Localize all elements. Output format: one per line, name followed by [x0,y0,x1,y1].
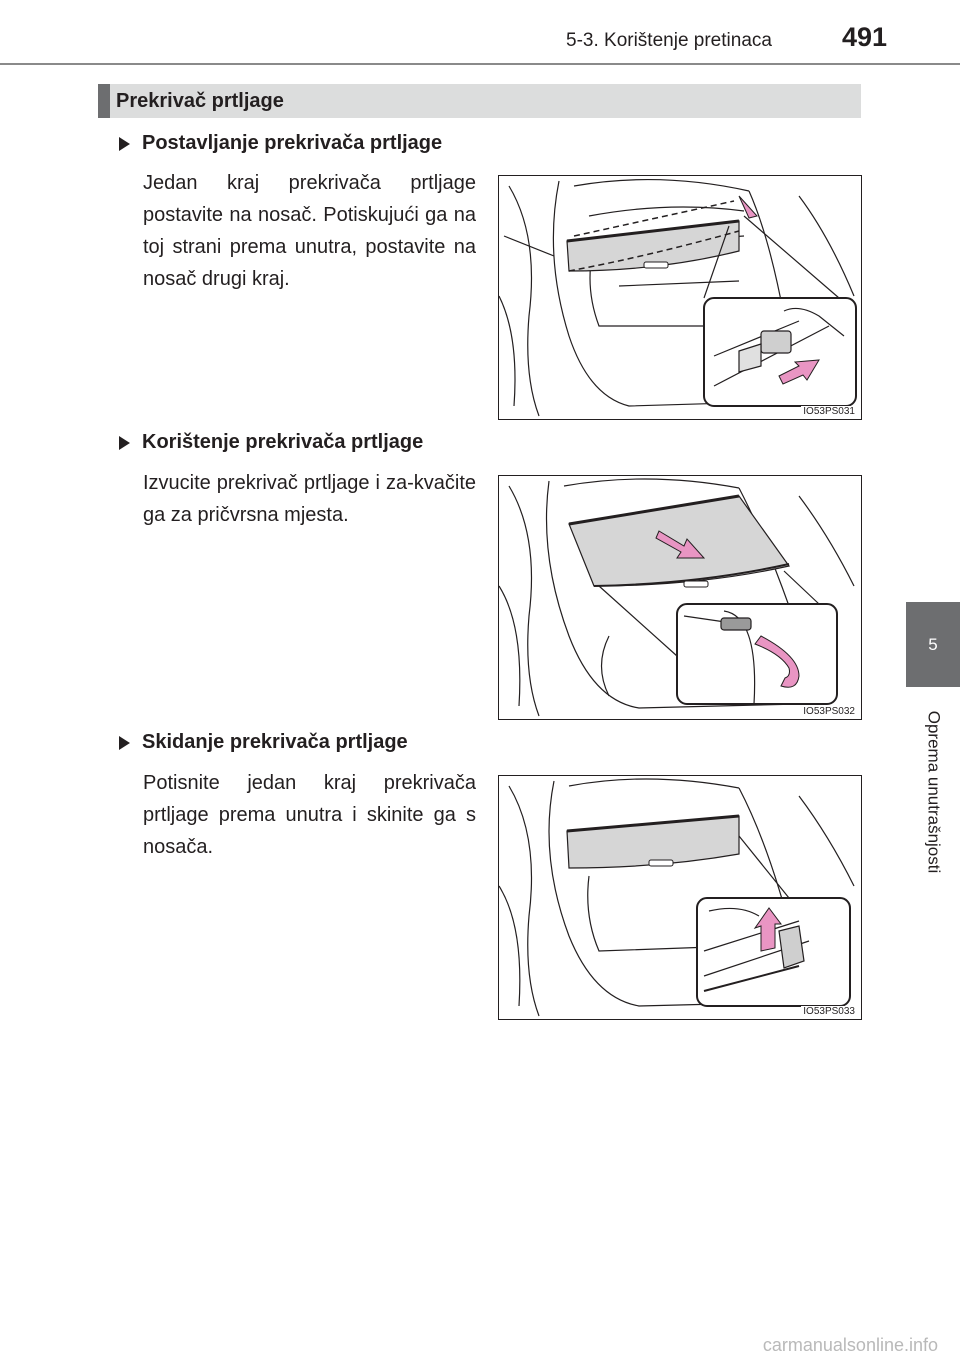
subheading-text: Skidanje prekrivača prtljage [142,731,408,753]
figure-code: IO53PS033 [803,1006,855,1017]
triangle-bullet-icon [119,137,130,151]
subheading-text: Korištenje prekrivača prtljage [142,431,424,453]
chapter-tab [906,602,960,687]
subheading-text: Postavljanje prekrivača prtljage [142,132,443,154]
subheading-install [119,132,442,155]
watermark: carmanualsonline.info [762,1335,938,1355]
trunk-illustration-2 [499,476,860,718]
figure-install-cover [498,175,862,420]
trunk-illustration-3 [499,776,860,1018]
figure-remove-cover [498,775,862,1020]
section-title-bar [98,84,861,118]
chapter-title: Oprema unutrašnjosti [924,710,943,874]
paragraph-use: Izvucite prekrivač prtljage i za-kvačite ga za pričvrsna mjesta. [143,472,476,526]
triangle-bullet-icon [119,736,130,750]
chapter-number: 5 [928,634,938,654]
figure-use-cover [498,475,862,720]
figure-code: IO53PS032 [803,706,855,717]
figure-code: IO53PS031 [803,406,855,417]
trunk-illustration-1 [499,176,860,418]
page-number: 491 [842,22,888,52]
chapter-label [906,687,960,897]
paragraph-install: Jedan kraj prekrivača prtljage postavite na nosač. Potiskujući ga na toj strani prema unutra, postavite na nosač drugi kraj. [143,172,476,290]
subheading-use [119,431,423,454]
paragraph-remove: Potisnite jedan kraj prekrivača prtljage prema unutra i skinite ga s nosača. [143,772,476,858]
subheading-remove [119,731,408,754]
section-title: Prekrivač prtljage [116,89,284,112]
header-section-title: 5-3. Korištenje pretinaca [566,30,772,51]
header-divider [0,63,960,65]
triangle-bullet-icon [119,436,130,450]
